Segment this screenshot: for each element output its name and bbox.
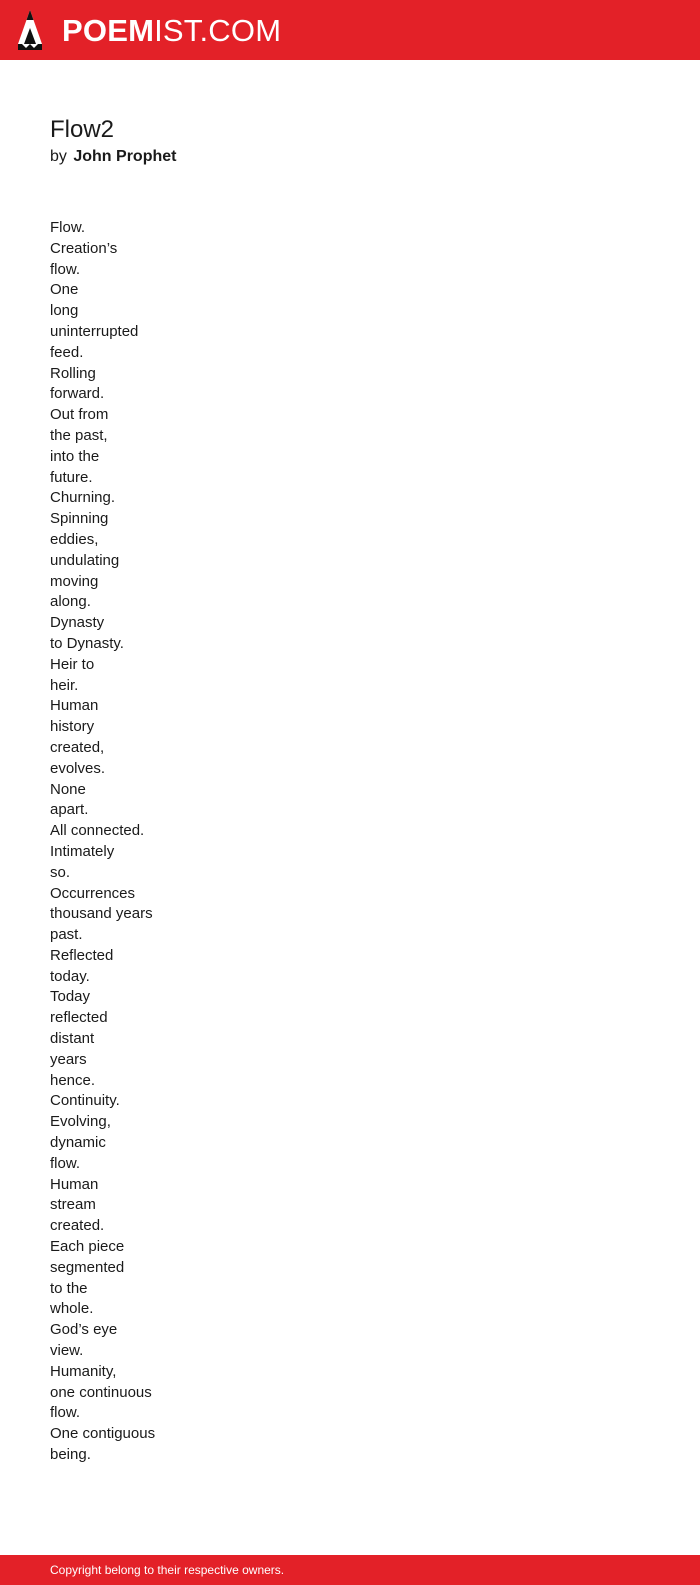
poem-line: None [50, 780, 86, 798]
logo-bold-text: POEM [62, 12, 155, 48]
poem-content [50, 114, 650, 1466]
poem-line: years [50, 1050, 87, 1068]
site-logo[interactable] [62, 12, 282, 48]
site-footer [0, 1555, 700, 1585]
poem-line: One contiguous [50, 1425, 156, 1443]
poem-line: dynamic [50, 1134, 106, 1152]
poem-line: distant [50, 1030, 95, 1048]
poem-line: flow. [50, 260, 81, 278]
poem-line: Today [50, 988, 91, 1006]
poem-line: Continuity. [50, 1092, 120, 1110]
poem-line: Creation’s [50, 239, 118, 257]
poem-line: Spinning [50, 510, 109, 528]
poem-line: Rolling [50, 364, 96, 382]
author-name: John Prophet [73, 148, 177, 165]
poem-line: Flow. [50, 219, 86, 236]
poem-line: into the [50, 447, 100, 465]
site-header [0, 0, 700, 60]
poem-line: heir. [50, 676, 79, 694]
poem-line: the past, [50, 426, 108, 444]
poem-line: Churning. [50, 489, 116, 507]
poem-line: so. [50, 863, 71, 881]
poem-line: one continuous [50, 1383, 152, 1401]
poem-line: today. [50, 967, 90, 985]
poem-line: Intimately [50, 842, 115, 860]
poem-line: uninterrupted [50, 322, 139, 340]
poem-line: hence. [50, 1071, 96, 1089]
poem-line: flow. [50, 1404, 81, 1422]
poem-line: to Dynasty. [50, 634, 124, 652]
poem-title: Flow2 [50, 116, 115, 143]
poem-line: Humanity, [50, 1362, 117, 1380]
poem-line: feed. [50, 343, 84, 361]
poem-line: reflected [50, 1009, 108, 1027]
poem-line: All connected. [50, 822, 145, 840]
poem-line: segmented [50, 1258, 125, 1276]
poem-line: God’s eye [50, 1321, 118, 1339]
poem-line: view. [50, 1342, 84, 1360]
poem-line: created. [50, 1217, 105, 1235]
copyright-text: Copyright belong to their respective owners. [50, 1563, 285, 1577]
poem-line: history [50, 718, 95, 736]
poem-body [50, 218, 650, 1466]
poem-line: flow. [50, 1154, 81, 1172]
poem-line: Occurrences [50, 884, 136, 902]
logo-light-text: IST.COM [154, 12, 282, 48]
poem-line: forward. [50, 385, 105, 403]
poem-line: undulating [50, 551, 120, 569]
pencil-tip-icon[interactable] [18, 10, 42, 50]
poem-line: evolves. [50, 759, 106, 777]
poem-line: Heir to [50, 655, 95, 673]
poem-line: past. [50, 926, 83, 944]
poem-line: One [50, 281, 79, 299]
poem-line: future. [50, 468, 93, 486]
poem-line: Human [50, 697, 99, 715]
poem-line: Human [50, 1175, 99, 1193]
poem-line: being. [50, 1446, 91, 1464]
poem-line: created, [50, 738, 105, 756]
byline [50, 146, 650, 168]
poem-line: stream [50, 1196, 96, 1214]
poem-line: Dynasty [50, 614, 105, 632]
poem-line: thousand years [50, 905, 153, 923]
poem-line: long [50, 302, 79, 320]
poem-line: moving [50, 572, 99, 590]
poem-line: to the [50, 1279, 88, 1297]
poem-line: Each piece [50, 1238, 125, 1256]
poem-line: Evolving, [50, 1113, 111, 1131]
poem-line: apart. [50, 801, 89, 819]
poem-line: eddies, [50, 530, 99, 548]
poem-line: Out from [50, 406, 109, 424]
poem-line: Reflected [50, 946, 114, 964]
poem-line: along. [50, 593, 91, 611]
by-label: by [50, 148, 67, 165]
poem-line: whole. [50, 1300, 94, 1318]
